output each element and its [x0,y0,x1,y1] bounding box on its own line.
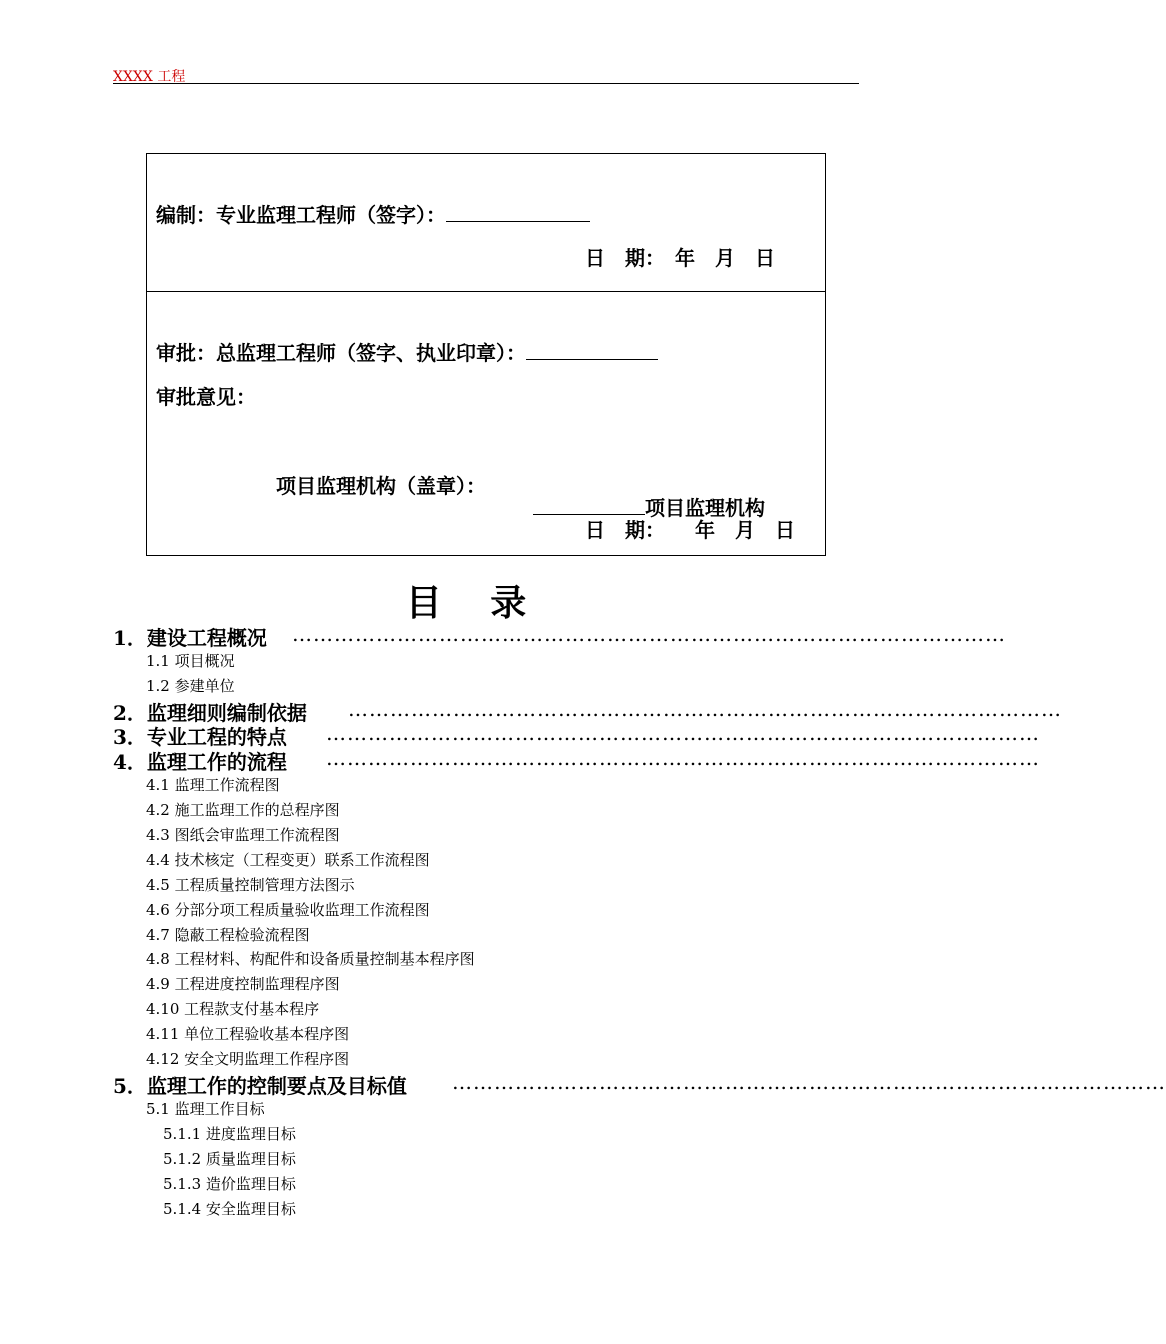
toc-subsection[interactable]: 4.1 监理工作流程图 [146,776,280,794]
toc-subsubsection[interactable]: 5.1.4 安全监理目标 [163,1200,296,1218]
toc-leader-dots: ………………………………………………………………………………………… [292,622,1006,646]
toc-subsubsection[interactable]: 5.1.3 造价监理目标 [163,1175,296,1193]
toc-section-number: 5． [113,1074,147,1098]
toc-subsection[interactable]: 4.7 隐蔽工程检验流程图 [146,926,310,944]
toc-subsection[interactable]: 4.10 工程款支付基本程序 [146,1000,320,1018]
toc-section-title: 监理工作的控制要点及目标值 [146,1074,407,1098]
toc-subsection[interactable]: 4.2 施工监理工作的总程序图 [146,801,340,819]
toc-subsection[interactable]: 4.6 分部分项工程质量验收监理工作流程图 [146,901,430,919]
org-stamp-line [533,492,645,515]
toc-title: 目 录 [405,582,545,624]
toc-section-number: 3． [113,725,147,749]
toc-subsection[interactable]: 4.8 工程材料、构配件和设备质量控制基本程序图 [146,950,475,968]
org-name: 项目监理机构 [645,496,765,520]
toc-section-number: 4． [113,750,147,774]
toc-section-title: 监理细则编制依据 [146,701,307,725]
compile-signature-line [446,199,590,222]
toc-subsection[interactable]: 4.5 工程质量控制管理方法图示 [146,876,355,894]
approve-row [156,337,658,366]
approve-label: 审批：总监理工程师（签字、执业印章）： [156,341,526,365]
opinion-label: 审批意见： [156,385,256,409]
compile-date: 日 期： 年 月 日 [585,246,775,270]
toc-subsection[interactable]: 1.2 参建单位 [146,677,235,695]
toc-subsubsection[interactable]: 5.1.1 进度监理目标 [163,1125,296,1143]
toc-section[interactable] [113,622,267,651]
toc-section-title: 监理工作的流程 [146,750,287,774]
toc-subsection[interactable]: 4.9 工程进度控制监理程序图 [146,975,340,993]
signature-divider [147,291,825,292]
toc-subsection[interactable]: 5.1 监理工作目标 [146,1100,265,1118]
toc-leader-dots: ………………………………………………………………………………………… [326,721,1040,745]
toc-section-title: 专业工程的特点 [146,725,287,749]
toc-leader-dots: ………………………………………………………………………………………… [348,697,1062,721]
toc-subsection[interactable]: 4.3 图纸会审监理工作流程图 [146,826,340,844]
signature-box [146,153,826,556]
toc-section-number: 1． [113,626,147,650]
approve-date: 日 期： 年 月 日 [585,518,795,542]
stamp-label: 项目监理机构（盖章）： [276,474,486,498]
toc-section-number: 2． [113,701,147,725]
toc-leader-dots: ………………………………………………………………………………………… [452,1070,1166,1094]
approve-signature-line [526,337,658,360]
toc-section[interactable] [113,746,287,775]
toc-leader-dots: ………………………………………………………………………………………… [326,746,1040,770]
toc-subsection[interactable]: 4.11 单位工程验收基本程序图 [146,1025,350,1043]
header-rule [113,83,859,84]
toc-subsubsection[interactable]: 5.1.2 质量监理目标 [163,1150,296,1168]
toc-subsection[interactable]: 4.12 安全文明监理工作程序图 [146,1050,350,1068]
compile-row [156,199,590,228]
toc-subsection[interactable]: 1.1 项目概况 [146,652,235,670]
header-project-name: XXXX 工程 [113,69,186,85]
compile-label: 编制：专业监理工程师（签字）： [156,203,446,227]
toc-section[interactable] [113,1070,407,1099]
toc-section-title: 建设工程概况 [146,626,267,650]
toc-subsection[interactable]: 4.4 技术核定（工程变更）联系工作流程图 [146,851,430,869]
